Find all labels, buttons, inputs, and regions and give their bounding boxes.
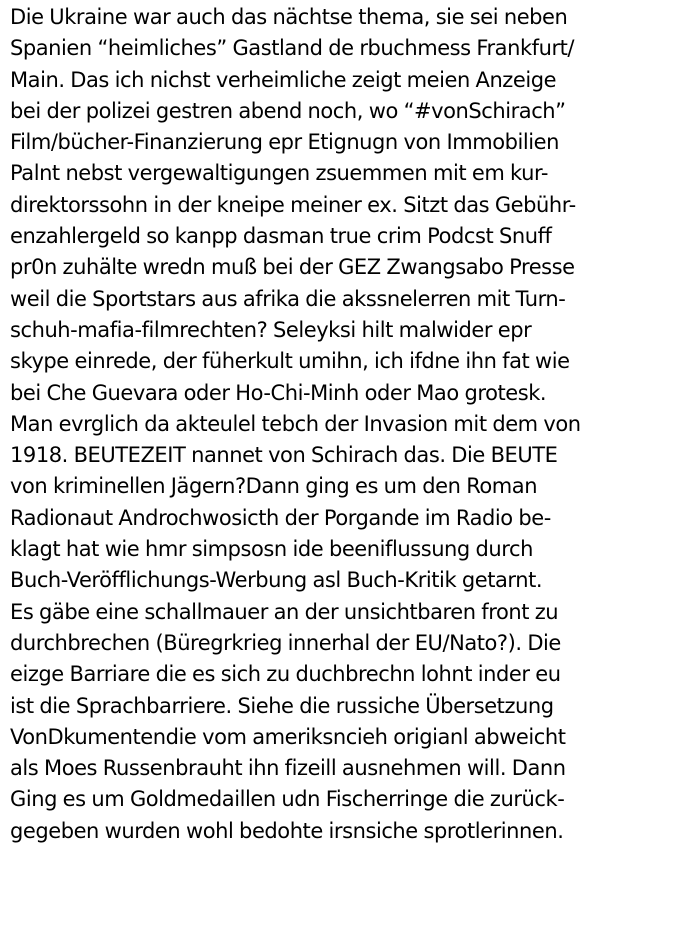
- text-line-8: enzahlergeld so kanpp dasman true crim Podcst Snuff: [10, 224, 552, 249]
- text-line-27: gegeben wurden wohl bedohte irsnsiche sprotlerinnen.: [10, 818, 564, 843]
- text-line-19: Buch-Veröfflichungs-Werbung asl Buch-Kritik getarnt.: [10, 568, 543, 593]
- text-line-25: als Moes Russenbrauht ihn fizeill ausnehmen will. Dann: [10, 756, 566, 781]
- text-line-10: weil die Sportstars aus afrika die akssnelerren mit Turn-: [10, 286, 566, 311]
- text-line-6: Palnt nebst vergewaltigungen zsuemmen mit em kur-: [10, 161, 548, 186]
- text-line-3: Main. Das ich nichst verheimliche zeigt meien Anzeige: [10, 67, 557, 92]
- text-line-17: Radionaut Androchwosicth der Porgande im Radio be-: [10, 505, 551, 530]
- text-line-5: Film/bücher-Finanzierung epr Etignugn von Immobilien: [10, 130, 559, 155]
- text-line-12: skype einrede, der füherkult umihn, ich ifdne ihn fat wie: [10, 349, 570, 374]
- text-line-14: Man evrglich da akteulel tebch der Invasion mit dem von: [10, 411, 581, 436]
- text-line-26: Ging es um Goldmedaillen udn Fischerringe die zurück-: [10, 787, 565, 812]
- text-line-20: Es gäbe eine schallmauer an der unsichtbaren front zu: [10, 599, 559, 624]
- text-line-7: direktorssohn in der kneipe meiner ex. Sitzt das Gebühr-: [10, 192, 576, 217]
- text-line-4: bei der polizei gestren abend noch, wo “#vonSchirach”: [10, 98, 566, 123]
- text-line-23: ist die Sprachbarriere. Siehe die russiche Übersetzung: [10, 693, 554, 718]
- text-line-16: von kriminellen Jägern?Dann ging es um den Roman: [10, 474, 538, 499]
- text-line-18: klagt hat wie hmr simpsosn ide beeniflussung durch: [10, 537, 533, 562]
- text-line-9: pr0n zuhälte wredn muß bei der GEZ Zwangsabo Presse: [10, 255, 575, 280]
- text-line-2: Spanien “heimliches” Gastland de rbuchmess Frankfurt/: [10, 36, 575, 61]
- text-line-1: Die Ukraine war auch das nächtse thema, sie sei neben: [10, 5, 568, 29]
- text-line-21: durchbrechen (Büregrkrieg innerhal der EU/Nato?). Die: [10, 630, 561, 655]
- text-line-11: schuh-mafia-filmrechten? Seleyksi hilt malwider epr: [10, 317, 532, 342]
- body-text: [10, 2, 680, 847]
- text-line-13: bei Che Guevara oder Ho-Chi-Minh oder Mao grotesk.: [10, 380, 547, 405]
- text-line-15: 1918. BEUTEZEIT nannet von Schirach das. Die BEUTE: [10, 443, 558, 468]
- text-line-22: eizge Barriare die es sich zu duchbrechn lohnt inder eu: [10, 662, 561, 687]
- text-line-24: VonDkumentendie vom ameriksncieh origianl abweicht: [10, 724, 566, 749]
